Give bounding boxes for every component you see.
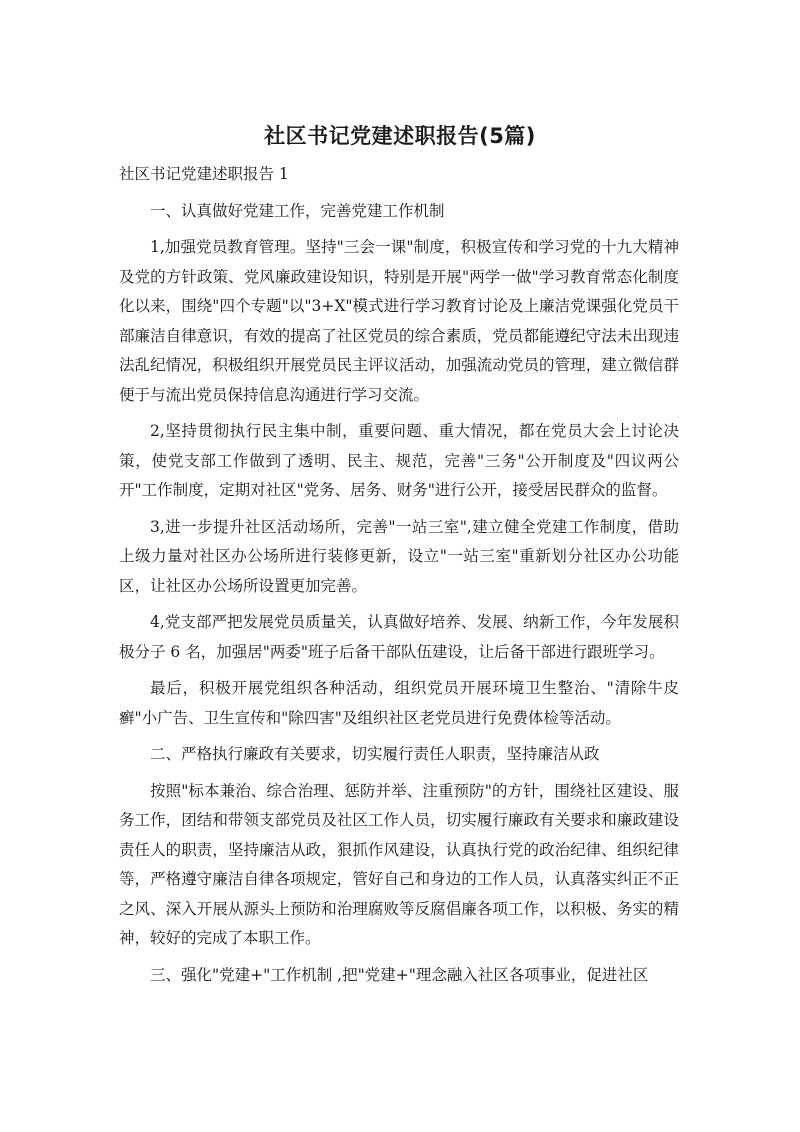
paragraph-heading-2: 二、严格执行廉政有关要求，切实履行责任人职责，坚持廉洁从政: [150, 745, 600, 763]
paragraph: 按照"标本兼治、综合治理、惩防并举、注重预防"的方针，围绕社区建设、服务工作，团结和带领支部党员及社区工作人员，切实履行廉政有关要求和廉政建设责任人的职责，坚持廉洁从政，狠抓作风建设，认真执行党的政治纪律、组织纪律等，严格遵守廉洁自律各项规定，管好自己和身边的工作人员，认真落实纠正不正之风、深入开展从源头上预防和治理腐败等反腐倡廉各项工作，以积极、务实的精神，较好的完成了本职工作。: [119, 781, 679, 947]
paragraph: 最后，积极开展党组织各种活动，组织党员开展环境卫生整治、"清除牛皮癣"小广告、卫生宣传和"除四害"及组织社区老党员进行免费体检等活动。: [119, 679, 679, 727]
document-body: [119, 160, 679, 997]
paragraph: 2,坚持贯彻执行民主集中制，重要问题、重大情况，都在党员大会上讨论决策，使党支部工作做到了透明、民主、规范，完善"三务"公开制度及"四议两公开"工作制度，定期对社区"党务、居务、财务"进行公开，接受居民群众的监督。: [119, 422, 679, 499]
paragraph: 3,进一步提升社区活动场所，完善"一站三室",建立健全党建工作制度，借助上级力量对社区办公场所进行装修更新，设立"一站三室"重新划分社区办公功能区，让社区办公场所设置更加完善。: [119, 517, 679, 595]
paragraph-heading-1: 一、认真做好党建工作，完善党建工作机制: [150, 201, 445, 220]
paragraph: 1,加强党员教育管理。坚持"三会一课"制度，积极宣传和学习党的十九大精神及党的方针政策、党风廉政建设知识，特别是开展"两学一做"学习教育常态化制度化以来，围绕"四个专题"以"3+X"模式进行学习教育讨论及上廉洁党课强化党员干部廉洁自律意识，有效的提高了社区党员的综合素质，党员都能遵纪守法未出现违法乱纪情况，积极组织开展党员民主评议活动，加强流动党员的管理，建立微信群便于与流出党员保持信息沟通进行学习交流。: [119, 238, 679, 404]
paragraph-heading-3: 三、强化"党建+"工作机制 ,把"党建+"理念融入社区各项事业，促进社区: [150, 965, 649, 984]
paragraph: 4,党支部严把发展党员质量关，认真做好培养、发展、纳新工作，今年发展积极分子 6 名，加强居"两委"班子后备干部队伍建设，让后备干部进行跟班学习。: [119, 613, 679, 661]
section-subtitle: 社区书记党建述职报告 1: [119, 165, 289, 183]
document-title: 社区书记党建述职报告(5篇): [264, 124, 536, 148]
